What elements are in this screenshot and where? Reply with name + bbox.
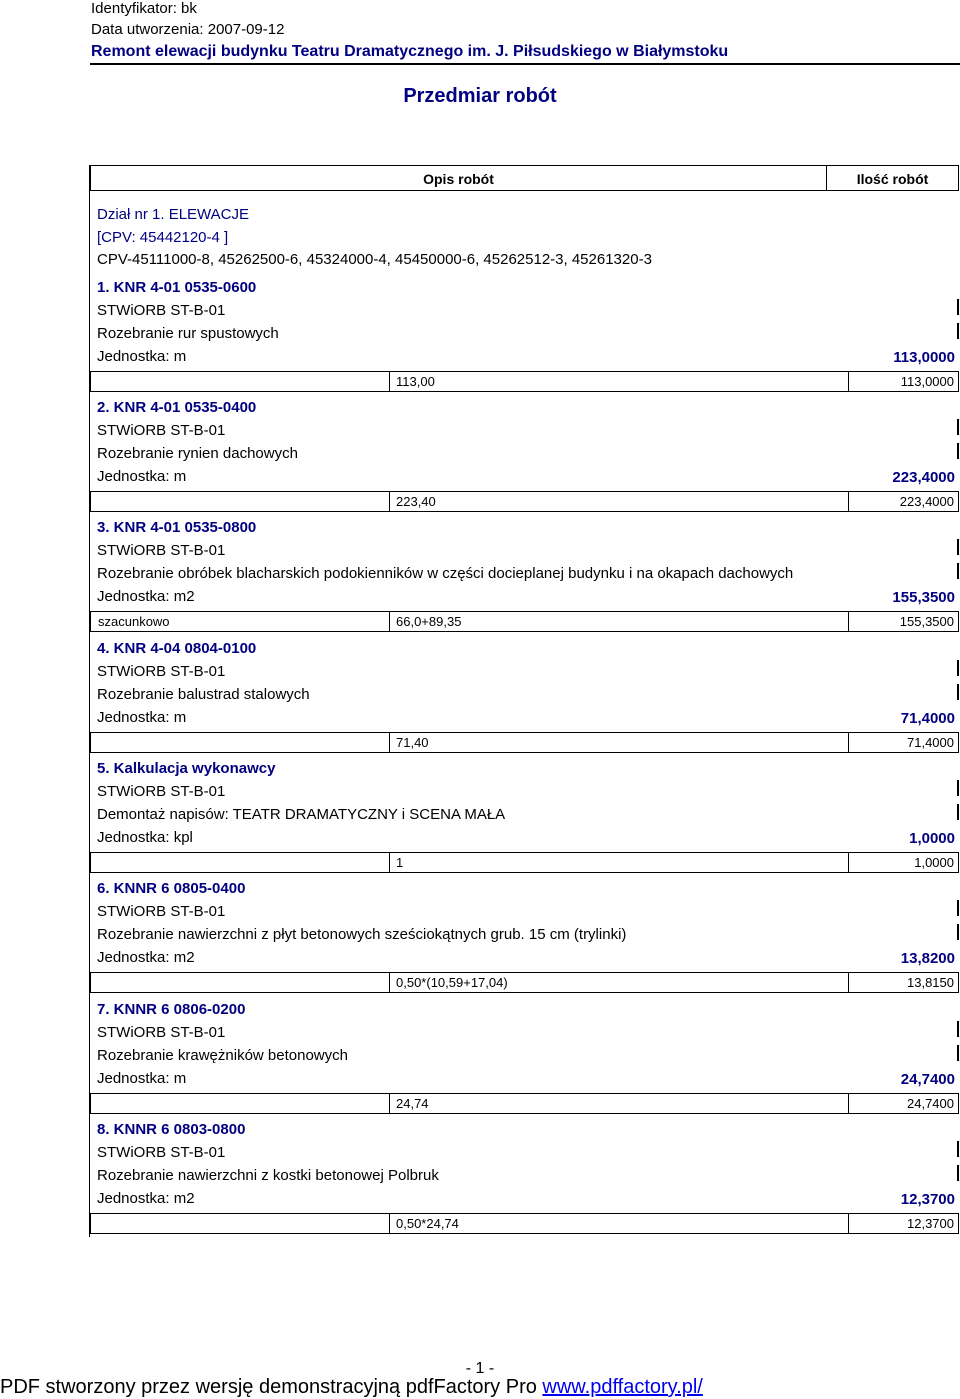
calc-result: 223,4000 xyxy=(899,494,954,509)
item-name: Rozebranie balustrad stalowych xyxy=(97,686,310,703)
column-header-description: Opis robót xyxy=(423,171,494,187)
page-number: - 1 - xyxy=(465,1360,495,1377)
right-border-tick xyxy=(957,924,959,940)
item-unit: Jednostka: m xyxy=(97,1070,187,1087)
table-header xyxy=(90,165,959,191)
item-unit: Jednostka: m xyxy=(97,709,187,726)
item-spec: STWiORB ST-B-01 xyxy=(97,302,226,319)
item-spec: STWiORB ST-B-01 xyxy=(97,1144,226,1161)
calc-divider xyxy=(848,1094,849,1113)
calc-result: 155,3500 xyxy=(899,614,954,629)
work-item xyxy=(90,760,959,880)
right-border-tick xyxy=(957,780,959,796)
item-name: Rozebranie rur spustowych xyxy=(97,325,279,342)
calculation-row xyxy=(90,491,959,512)
calc-expression: 223,40 xyxy=(396,494,436,509)
calc-divider xyxy=(389,612,390,631)
calculation-row xyxy=(90,1093,959,1114)
item-code: 8. KNNR 6 0803-0800 xyxy=(97,1121,246,1138)
work-item xyxy=(90,1121,959,1241)
document-identifier: Identyfikator: bk xyxy=(91,0,197,17)
calc-divider xyxy=(389,973,390,992)
item-name: Rozebranie obróbek blacharskich podokienników w części docieplanej budynku i na okapach dachowych xyxy=(97,565,794,582)
section-cpv-main: [CPV: 45442120-4 ] xyxy=(97,229,229,246)
right-border-tick xyxy=(957,684,959,700)
item-code: 3. KNR 4-01 0535-0800 xyxy=(97,519,257,536)
pdffactory-link[interactable]: www.pdffactory.pl/ xyxy=(542,1376,703,1398)
work-item xyxy=(90,1001,959,1121)
calc-divider xyxy=(389,733,390,752)
work-item xyxy=(90,279,959,399)
item-total: 1,0000 xyxy=(909,830,955,847)
work-item xyxy=(90,640,959,760)
calc-divider xyxy=(389,372,390,391)
calc-divider xyxy=(848,492,849,511)
item-total: 12,3700 xyxy=(900,1191,955,1208)
calc-result: 24,7400 xyxy=(907,1096,954,1111)
calculation-row xyxy=(90,1213,959,1234)
work-item xyxy=(90,880,959,1000)
item-total: 113,0000 xyxy=(893,349,955,366)
calculation-row xyxy=(90,852,959,873)
calc-divider xyxy=(848,1214,849,1233)
pdf-watermark-note xyxy=(0,1376,703,1398)
item-code: 2. KNR 4-01 0535-0400 xyxy=(97,399,257,416)
item-code: 7. KNNR 6 0806-0200 xyxy=(97,1001,246,1018)
section-title: Dział nr 1. ELEWACJE xyxy=(97,206,249,223)
item-name: Demontaż napisów: TEATR DRAMATYCZNY i SCENA MAŁA xyxy=(97,806,506,823)
calc-expression: 24,74 xyxy=(396,1096,429,1111)
calc-result: 12,3700 xyxy=(907,1216,954,1231)
right-border-tick xyxy=(957,323,959,339)
item-name: Rozebranie rynien dachowych xyxy=(97,445,298,462)
calc-divider xyxy=(389,853,390,872)
item-unit: Jednostka: m2 xyxy=(97,588,195,605)
calc-result: 71,4000 xyxy=(907,735,954,750)
item-code: 5. Kalkulacja wykonawcy xyxy=(97,760,276,777)
right-border-tick xyxy=(957,1021,959,1037)
section-cpv-list: CPV-45111000-8, 45262500-6, 45324000-4, 45450000-6, 45262512-3, 45261320-3 xyxy=(97,251,652,268)
right-border-tick xyxy=(957,804,959,820)
item-unit: Jednostka: m xyxy=(97,468,187,485)
work-item xyxy=(90,399,959,519)
calc-result: 13,8150 xyxy=(907,975,954,990)
item-total: 155,3500 xyxy=(892,589,955,606)
item-code: 4. KNR 4-04 0804-0100 xyxy=(97,640,257,657)
watermark-text: PDF stworzony przez wersję demonstracyjną pdfFactory Pro xyxy=(0,1376,543,1398)
item-total: 71,4000 xyxy=(900,710,955,727)
calc-expression: 71,40 xyxy=(396,735,429,750)
right-border-tick xyxy=(957,419,959,435)
calc-divider xyxy=(389,1094,390,1113)
item-name: Rozebranie nawierzchni z płyt betonowych sześciokątnych grub. 15 cm (trylinki) xyxy=(97,926,627,943)
item-unit: Jednostka: kpl xyxy=(97,829,193,846)
right-border-tick xyxy=(957,443,959,459)
calc-divider xyxy=(848,372,849,391)
calculation-row xyxy=(90,972,959,993)
right-border-tick xyxy=(957,299,959,315)
calc-result: 1,0000 xyxy=(914,855,954,870)
right-border-tick xyxy=(957,539,959,555)
item-spec: STWiORB ST-B-01 xyxy=(97,903,226,920)
calc-divider xyxy=(848,733,849,752)
header-rule xyxy=(90,63,960,65)
item-total: 13,8200 xyxy=(900,950,955,967)
right-border-tick xyxy=(957,660,959,676)
item-spec: STWiORB ST-B-01 xyxy=(97,542,226,559)
creation-date: Data utworzenia: 2007-09-12 xyxy=(91,21,285,38)
calculation-row xyxy=(90,371,959,392)
item-total: 24,7400 xyxy=(900,1071,955,1088)
work-item xyxy=(90,519,959,639)
item-unit: Jednostka: m xyxy=(97,348,187,365)
bill-of-quantities-table xyxy=(89,165,959,1237)
column-header-quantity: Ilość robót xyxy=(856,171,929,187)
calc-expression: 113,00 xyxy=(396,374,435,389)
calc-result: 113,0000 xyxy=(900,374,954,389)
project-title: Remont elewacji budynku Teatru Dramatycznego im. J. Piłsudskiego w Białymstoku xyxy=(91,43,729,60)
item-unit: Jednostka: m2 xyxy=(97,1190,195,1207)
calc-divider xyxy=(848,853,849,872)
calc-expression: 1 xyxy=(396,855,404,870)
calc-expression: 0,50*(10,59+17,04) xyxy=(396,975,508,990)
right-border-tick xyxy=(957,1165,959,1181)
calc-expression: 66,0+89,35 xyxy=(396,614,462,629)
calc-divider xyxy=(848,612,849,631)
document-title: Przedmiar robót xyxy=(403,85,557,107)
right-border-tick xyxy=(957,900,959,916)
right-border-tick xyxy=(957,1045,959,1061)
calc-label: szacunkowo xyxy=(98,614,170,629)
calc-divider xyxy=(389,492,390,511)
item-spec: STWiORB ST-B-01 xyxy=(97,663,226,680)
item-name: Rozebranie nawierzchni z kostki betonowej Polbruk xyxy=(97,1167,439,1184)
item-spec: STWiORB ST-B-01 xyxy=(97,1024,226,1041)
item-total: 223,4000 xyxy=(892,469,955,486)
right-border-tick xyxy=(957,563,959,579)
item-spec: STWiORB ST-B-01 xyxy=(97,422,226,439)
item-code: 6. KNNR 6 0805-0400 xyxy=(97,880,246,897)
item-spec: STWiORB ST-B-01 xyxy=(97,783,226,800)
item-name: Rozebranie krawężników betonowych xyxy=(97,1047,348,1064)
calculation-row xyxy=(90,611,959,632)
calc-divider xyxy=(389,1214,390,1233)
item-code: 1. KNR 4-01 0535-0600 xyxy=(97,279,257,296)
calc-expression: 0,50*24,74 xyxy=(396,1216,459,1231)
calc-divider xyxy=(848,973,849,992)
item-unit: Jednostka: m2 xyxy=(97,949,195,966)
calculation-row xyxy=(90,732,959,753)
right-border-tick xyxy=(957,1141,959,1157)
